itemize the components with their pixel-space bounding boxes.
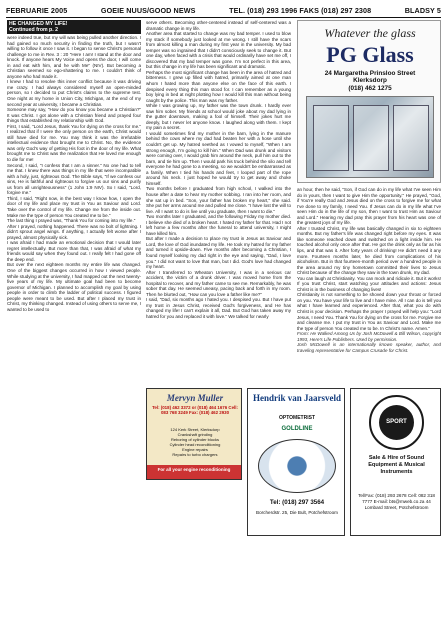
article-paragraph: First, I said, "Lord Jesus, thank You for dying on the cross for me." I realized that if I were the only person on the earth, Christ would still have died for me. You may think it was the irrefutable intellectual evidence that brought me to Christ. No, the evidence was only God's way of getting His foot in the door of my life. What brought me to Christ was the realization that He loved me enough to die for me!	[7, 123, 141, 163]
article-paragraph: I was afraid I had made an emotional decision that I would later regret intellectually. But more than that, I was afraid of what my friends would say when they found out. I really felt I had gone off the deep end.	[7, 240, 141, 262]
sport-logo-text: SPORT	[379, 405, 414, 440]
article-paragraph: Second, I said, "I confess that I am a sinner." No one had to tell me that. I knew there was things in my life that were incompatible with a holy, just, righteous God. The Bible says, "If we confess our sins, He is faithful and righteous to forgive us our sins and purify us from all unrighteousness" (1 John 1:9 NIV). So I said, "Lord, forgive me."	[7, 162, 141, 196]
article-paragraph: Another area that started to change was my bad temper. I used to blow my stack if somebody just looked at me wrong. I still have the scars from almost killing a man during my first year in the university. My bad temper was so ingrained that I didn't consciously seek to change it. But one day, when faced with a crisis that would ordinarily have set me off, I discovered that my bad temper was gone. I'm not perfect in this area, but this change in my life has been significant and dramatic.	[146, 31, 291, 70]
pg-glass-town: Klerksdorp	[353, 77, 387, 85]
optometrist-profession: OPTOMETRIST	[278, 415, 316, 421]
optometrist-address: Borcherdstr. 25, Die Bult, Potchefstroom	[256, 510, 338, 515]
mervyn-name: Mervyn Muller	[166, 393, 224, 403]
optometrist-advert	[247, 388, 345, 536]
header-contact: TEL. (018) 293 1996 FAKS (018) 297 2308	[229, 5, 372, 15]
article-paragraph: an hour, then he said, "Son, if God can do in my life what I've seen Him do in yours, then I want to give Him the opportunity." He prayed, "God, if You're really God and Jesus died on the cross to forgive me for what I've done to my family, I need You. If Jesus can do in my life what I've seen Him do in the life of my son, then I want to trust Him as Saviour and Lord." Hearing my dad pray this prayer from his heart was one of the greatest joys of my life.	[297, 187, 441, 226]
glass-shopfront-image	[306, 96, 434, 178]
mervyn-phones: Tel: (018) 462 3372 or (018) 464 1676 Cell: 083 768 3249 Fax: (018) 462 2930	[152, 405, 238, 416]
article-paragraph: After I trusted Christ, my life was basically changed in six to eighteen months. But my father's life was changed right before my eyes. It was like someone reached down and switched on a light inside him. He touched alcohol only once after that. He got the drink only as far as his lips, and that was it. After forty years of drinking! He didn't need it any more. Fourteen months later, he died from complications of his alcoholism. But in that fourteen-month period over a hundred people in the area around my tiny hometown committed their lives to Jesus Christ because of the change they saw in the town drunk, my dad.	[297, 225, 441, 276]
article-paragraph: You can laugh at Christianity. You can mock and ridicule it. But it works! If you trust Christ, start watching your attitudes and actions: Jesus Christ is in the business of changing lives!	[297, 275, 441, 292]
header-publication: GOEIE NUUS/GOOD NEWS	[100, 5, 196, 15]
article-paragraph: Perhaps the most significant change has been in the area of hatred and bitterness. I grew up filled with hatred, primarily aimed at one man whom I hated more than anyone else on the face of this earth. I despised every thing this man stood for. I can remember as a young boy lying in bed at night plotting how I would kill this man without being caught by the police. This man was my father.	[146, 69, 291, 103]
pg-glass-address	[302, 70, 438, 92]
article-paragraph: were indeed true, but my will was being pulled another direction. I had gained so much security in finding the truth, but I wasn't willing to follow it once I saw it. I began to sense Christ's personal challenge to me in Rev. 3 : 20 "Here I am! I stand at the door and knock. If anyone hears My Voice and opens the door, I will come in and eat with him, and he with Me" (NIV). But becoming a Christian seemed so ego-shattering to me. I couldn't think of anyone who had made it.	[7, 35, 141, 79]
article-headline: HE CHANGED MY LIFE!	[9, 21, 68, 27]
article-continuation: Continued from p. 2	[9, 27, 58, 33]
mervyn-services	[151, 427, 239, 457]
header-rule	[6, 17, 441, 18]
sound-equipment-advert	[350, 388, 441, 536]
page-header	[6, 4, 441, 16]
eye-image	[258, 439, 336, 493]
pg-glass-brand: PG Glass	[326, 42, 414, 67]
article-paragraph: Two months before I graduated from high school, I walked into the house after a date to hear my mother sobbing. I ran into her room, and she sat up in bed. "Son, your father has broken my heart," she said. She put her arms around me and pulled me close. "I have lost the will to live. All I want to do is live until you graduate, then I want to die."	[146, 186, 291, 214]
article-paragraph: While I was growing up, my father was the town drunk. I hardly ever saw him sober. My friends at school would joke about my dad lying in the gutter downtown, making a fool of himself. Their jokes hurt me deeply, but I never let anyone know. I laughed along with them. I kept my pain a secret.	[146, 103, 291, 131]
pg-glass-tagline: Whatever the glass	[324, 26, 416, 40]
mervyn-address: 124 Kerk Street, Klerksdorp	[170, 427, 220, 432]
article-paragraph: The last thing I prayed was, "Thank You for coming into my life."	[7, 218, 136, 224]
article-column-left	[7, 20, 141, 632]
article-paragraph: Third, I said, "Right now, in the best way I know how, I open the door of my life and place my trust in You as Saviour and Lord. Take over the control of my life. Change me from the inside out. Make me the type of person You created me to be."	[7, 195, 141, 218]
article-paragraph: Someone may say, "How do you know you became a Christian?" It was Christ. I got alone with a Christian friend and prayed four things that established my relationship with God.	[7, 107, 141, 124]
author-bio: Josh McDowell is an internationally known speaker, author, and traveling representative for Campus Crusade for Christ.	[297, 342, 441, 353]
sport-description: Sale & Hire of Sound Equipment & Musical Instruments	[368, 455, 425, 475]
pg-glass-street: 24 Margaretha Prinsloo Street	[324, 70, 416, 77]
article-paragraph: But over the next eighteen months my entire life was changed. One of the biggest changes occurred in how I viewed people. While studying at the university, I had mapped out the next twenty-five years of my life. My ultimate goal had been to become governor of Michigan. I planned to accomplish my goal by using people in order to climb the ladder of political success. I figured people were meant to be used. But after I placed my trust in Christ, my thinking changed. Instead of using others to serve me, I wanted to be used to	[7, 262, 141, 312]
article-paragraph: I knew I had to resolve this inner conflict because it was driving me crazy. I had always considered myself an open-minded person, so I decided to put Christ's claims to the supreme test. One night at my home in Union City, Michigan, at the end of my second year at university, I became a Christian.	[7, 79, 141, 107]
header-date: FEBRUARIE 2005	[6, 5, 68, 15]
article-paragraph: After I transferred to Wheaton University, I was in a serious car accident, the victim of a drunk driver. I was moved home from the hospital to recover, and my father came to see me. Remarkably, he was sober that day. He seemed uneasy, pacing back and forth in my room. Then he blurted out, "How can you love a father like me?"	[146, 269, 291, 297]
service-item: Cylinder head reconditioning	[169, 442, 221, 447]
service-item: Engine repairs	[182, 447, 208, 452]
article-paragraph: After I prayed, nothing happened. There was no bolt of lightning. I didn't sprout angel wings. If anything, I actually felt worse after I prayed, almost physically sick.	[7, 223, 141, 240]
header-page-number: BLADSY 5	[404, 5, 441, 15]
article-paragraph: Christianity is not something to be shoved down your throat or forced on you. You have your life to live and I have mine. All I can do is tell you what I have learned and experienced. After that, what you do with Christ is your decision. Perhaps the prayer I prayed will help you: "Lord Jesus, I need You. Thank You for dying on the cross for me. Forgive me and cleanse me. I put my trust in You as Saviour and Lord. Make me the type of person You created me to be. In Christ's name. Amen."	[297, 292, 441, 331]
mervyn-muller-advert	[146, 388, 242, 480]
service-item: Reboring of cylinder blocks	[170, 437, 220, 442]
optometrist-brand: GOLDLINE	[281, 426, 313, 432]
article-credit: From: He Walked Among Us by Josh McDowell & Bill Wilson, copyright 1993, Here's Life Publishers. Used by permission.	[297, 331, 441, 342]
pg-glass-advert	[297, 20, 441, 183]
article-banner	[7, 20, 141, 34]
pg-glass-phone: (018) 462 1275	[348, 84, 392, 92]
sport-contact: Tel/Fax: (018) 293 2678 Cell: 082 318 7777 E-mail: bts@mweb.co.za 44 Lombard Street, Potchefstroom	[358, 493, 435, 510]
sport-logo-icon	[369, 395, 424, 450]
optometrist-phone: Tel: (018) 297 3564	[269, 499, 325, 506]
advert-block	[146, 388, 441, 634]
mervyn-footer: For all your engine reconditioning	[147, 465, 241, 479]
service-item: Repairs to turbo chargers	[172, 452, 218, 457]
service-item: Crankshaft grinding	[177, 432, 213, 437]
article-paragraph: But after I made a decision to place my trust in Jesus as Saviour and Lord, the love of God inundated my life. He took my hatred for my father and turned it upside-down. Five months after becoming a Christian, I found myself looking my dad right in the eye and saying, "Dad, I love you." I did not want to love that man, but I did. God's love had changed my heart.	[146, 236, 291, 270]
article-paragraph: Two months later I graduated, and the following Friday my mother died. I believe she died of a broken heart. I hated my father for that. Had I not left home a few months after the funeral to attend university, I might have killed him.	[146, 214, 291, 236]
article-paragraph: I would sometimes find my mother in the barn, lying in the manure behind the cows where my dad had beaten her with a hose until she couldn't get up. My hatred seethed as I vowed to myself, "When I am strong enough, I'm going to kill him." When Dad was drunk and visitors were coming over, I would grab him around the neck, pull him out to the barn, and tie him up. Then I would park his truck behind the silo and tell everyone he had gone to a meeting, so we wouldn't be embarrassed as a family. When I tied his hands and feet, I looped part of the rope around his neck. I just hoped he would try to get away and choke himself.	[146, 130, 291, 186]
article-paragraph: I said, "Dad, six months ago I hated you. I despised you. But I have put my trust in Jesus Christ, received God's forgiveness, and He has changed my life! I can't explain it all, Dad. But God has taken away my hatred for you and replaced it with love." We talked for nearly	[146, 297, 291, 319]
optometrist-name: Hendrik van Jaarsveld	[252, 393, 341, 403]
article-paragraph: serve others. Becoming other-centered instead of self-centered was a dramatic change in my life.	[146, 20, 291, 31]
